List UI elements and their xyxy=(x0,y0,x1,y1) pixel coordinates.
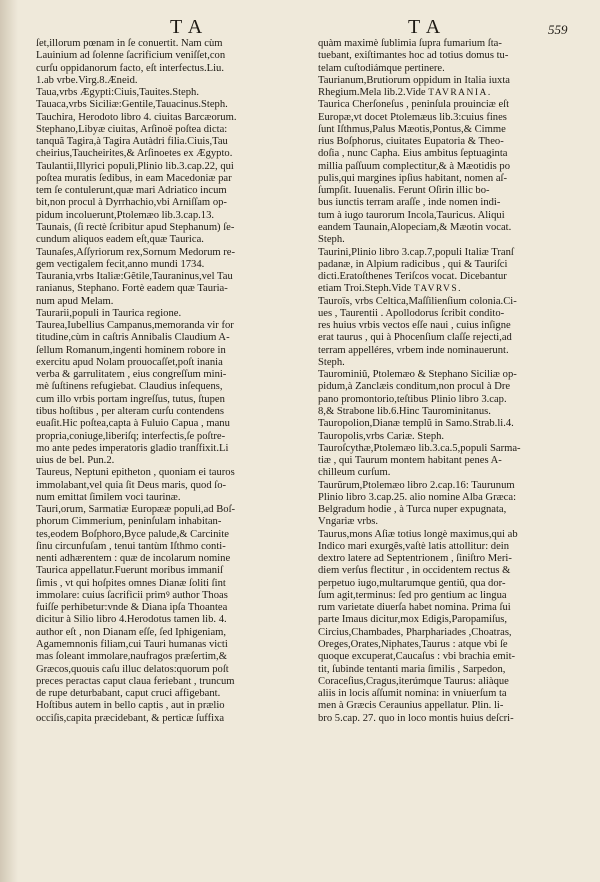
text-line: Indico mari exurgẽs,vaſtè latis attollitur: dein xyxy=(318,540,510,552)
text-line: Rhegium.Mela lib.2.Vide TAVRANIA. xyxy=(318,87,492,99)
text-line: pulis,qui margines ipſius habitant, nomen aſ- xyxy=(318,172,507,184)
text-line: Stephano,Libyæ ciuitas, Arſinoë poſtea dicta: xyxy=(36,123,228,135)
text-line: terram appelléres, vrbem inde nominauerunt. xyxy=(318,344,509,356)
text-line: tibus hoſtibus , per alteram curſu contendens xyxy=(36,405,224,417)
text-line: immolabant,vel quia ſit Deus maris, quod ſo- xyxy=(36,479,227,491)
text-line: Græcos,quouis caſu illuc delatos:quorum poſt xyxy=(36,663,229,675)
text-line: Taurũrum,Ptolemæo libro 2.cap.16: Taurunum xyxy=(318,479,515,491)
text-line: ſimis , vt qui hoſpites omnes Dianæ ſoliti ſint xyxy=(36,577,226,589)
text-line: titudine,cùm in caſtris Annibalis Claudium A- xyxy=(36,332,230,344)
text-line: nenti adhærentem : quæ de incolarum nomine xyxy=(36,553,231,565)
header-letters-right: T A xyxy=(408,16,442,38)
text-line: Agamemnonis filiam,cui Tauri humanas victi xyxy=(36,639,228,651)
text-line: uius de bel. Pun.2. xyxy=(36,455,115,467)
text-line: padanæ, in Alpium radicibus , qui & Tauriſci xyxy=(318,258,508,270)
text-line: tit, ſubinde tentanti maria ſimilis , Sarpedon, xyxy=(318,663,506,675)
text-line: etiam Troi.Steph.Vide TAVRVS. xyxy=(318,283,463,295)
text-line: chilleum curſum. xyxy=(318,467,391,479)
text-line: de rupe deturbabant, caput cruci affigebant. xyxy=(36,688,221,700)
text-line: num apud Melam. xyxy=(36,295,114,307)
text-line: ſunt Iſthmus,Palus Mæotis,Pontus,& Cimme xyxy=(318,123,506,135)
text-line: 8,& Strabone lib.6.Hinc Taurominitanus. xyxy=(318,405,491,417)
text-line: Taurianum,Brutiorum oppidum in Italia iuxta xyxy=(318,74,510,86)
page-number: 559 xyxy=(548,22,568,37)
small-caps-reference: TAVRANIA. xyxy=(428,88,492,99)
text-line: Tauri,orum, Sarmatiæ Europææ populi,ad Boſ- xyxy=(36,504,236,516)
text-line: pidum,à Zanclæis conditum,non procul à Dre xyxy=(318,381,511,393)
text-line: tes,eodem Boſphoro,Byce palude,& Carcinite xyxy=(36,528,229,540)
text-line: men à Græcis Ceraunius appellatur. Plin. li- xyxy=(318,700,504,712)
text-line: Tauroſcythæ,Ptolemæo lib.3.ca.5,populi Sarma- xyxy=(318,442,521,454)
left-column xyxy=(36,38,316,725)
text-line: millia paſſuum complectitur,& à Mæotidis po xyxy=(318,160,511,172)
text-line: propria,coniuge,liberiſq; interfectis,ſe poſtre- xyxy=(36,430,226,442)
small-caps-reference: TAVRVS. xyxy=(413,284,463,295)
text-line: cum illo vrbis portam ingreſſus, tutus, ſtupen xyxy=(36,393,225,405)
text-line: cundum aliquos eadem eſt,quæ Taurica. xyxy=(36,234,204,246)
text-line: rum varietate diuerſa habet nomina. Prima ſui xyxy=(318,602,511,614)
text-line: tanquã Tagira,à Tagira Autàdri filia.Ciuis,Tau xyxy=(36,136,228,148)
text-line: bro 5.cap. 27. quo in loco montis huius deſcri- xyxy=(318,712,514,724)
text-line: diem verſus flectitur , in occidentem rectus & xyxy=(318,565,511,577)
text-line: ſinu circunfuſam , tenui tantùm Iſthmo conti- xyxy=(36,540,226,552)
text-line: Tauchira, Herodoto libro 4. ciuitas Barcæorum. xyxy=(36,111,237,123)
gutter-shadow xyxy=(0,0,18,882)
text-line: quoque excuperat,Caucaſus : vbi brachia emit- xyxy=(318,651,516,663)
text-line: pano promontorio,teſtibus Plinio libro 3.cap. xyxy=(318,393,507,405)
text-line: ſumpſit. Iuuenalis. Ferunt Oſirin illic bo- xyxy=(318,185,490,197)
text-line: tem ſe contulerunt,quæ mari Adriatico incum xyxy=(36,185,227,197)
text-line: Steph. xyxy=(318,234,345,246)
text-line: poſtea muratis ſedibus, in eam Macedoniæ par xyxy=(36,172,232,184)
text-line: euaſit.Hic poſtea,capta à Fuluio Capua , manu xyxy=(36,418,230,430)
text-line: pidum incoluerunt,Ptolemæo lib.3.cap.13. xyxy=(36,209,215,221)
text-line: Taurica appellatur.Fuerunt moribus immaniſ xyxy=(36,565,223,577)
text-line: gem vectigalem fecit,anno mundi 1734. xyxy=(36,258,205,270)
text-line: Taunais, (ſi rectè ſcribitur apud Stephanum) ſe- xyxy=(36,221,235,233)
text-line: Taurini,Plinio libro 3.cap.7,populi Italiæ Tranſ xyxy=(318,246,514,258)
text-line: doſia , nunc Capha. Eius ambitus ſeptuaginta xyxy=(318,148,508,160)
text-line: Coraceſius,Cragus,iterúmque Taurus: aliàque xyxy=(318,675,509,687)
text-line: mas ſoleant immolare,naufragos præſertim,& xyxy=(36,651,227,663)
text-line: dicitur à Silio libro 4.Herodotus tamen lib. 4. xyxy=(36,614,227,626)
text-line: Tauropolion,Dianæ templũ in Samo.Strab.li.4. xyxy=(318,418,514,430)
text-line: erat taurus , qui à Phocenſium claſſe rejecti,ad xyxy=(318,332,512,344)
text-line: Vngariæ vrbs. xyxy=(318,516,379,528)
text-line: tiæ , qui Taurum montem habitant penes A- xyxy=(318,455,502,467)
text-line: dicti.Eratoſthenes Teriſcos vocat. Dicebantur xyxy=(318,271,507,283)
text-line: cheirius,Taucheirites,& Arſinoetes ex Ægypto. xyxy=(36,148,233,160)
text-line: Taunaſes,Aſſyriorum rex,Sornum Medorum re- xyxy=(36,246,236,258)
text-line: dextro latere ad Septentrionem , ſiniſtro Meri- xyxy=(318,553,512,565)
header-letters-left: T A xyxy=(170,16,204,38)
text-line: mè ſuſtinens refugiebat. Claudius inſequens, xyxy=(36,381,223,393)
text-line: fuiſſe perhibetur:vnde & Diana ipſa Thoantea xyxy=(36,602,228,614)
text-line: Plinio libro 3.cap.25. alio nomine Alba Græca: xyxy=(318,491,517,503)
text-line: telam cuſtodiámque pertinere. xyxy=(318,62,445,74)
text-line: exercitu apud Nolam prouocaſſet,poſt inania xyxy=(36,356,223,368)
text-line: Taua,vrbs Ægypti:Ciuis,Tauites.Steph. xyxy=(36,87,200,99)
text-line: Lauinium ad ſolenne ſacrificium veniſſet,con xyxy=(36,50,226,62)
text-line: Circius,Chambades, Pharphariades ,Choatras, xyxy=(318,626,512,638)
text-line: Taurania,vrbs Italiæ:Gẽtile,Tauraninus,vel Tau xyxy=(36,271,233,283)
text-line: bus iunctis terram araſſe , inde nomen indi- xyxy=(318,197,501,209)
text-line: rius Boſphorus, ciuitates Eupatoria & Theo- xyxy=(318,136,504,148)
text-line: Hoſtibus autem in bello captis , aut in prælio xyxy=(36,700,225,712)
text-line: Taurica Cherſoneſus , peninſula prouinciæ eſt xyxy=(318,99,510,111)
text-line: Taurominiũ, Ptolemæo & Stephano Siciliæ op- xyxy=(318,369,517,381)
text-line: eandem Taunain,Alopeciam,& Mæotin vocat. xyxy=(318,221,512,233)
text-line: Europæ,vt docet Ptolemæus lib.3:cuius fines xyxy=(318,111,507,123)
text-line: quàm maximè ſublimia ſupra fumarium ſta- xyxy=(318,38,502,49)
text-line: aliis in locis aſſumit nomina: in vniuerſum ta xyxy=(318,688,507,700)
text-line: immolare: cuius ſacrificii primꝰ author Thoas xyxy=(36,589,228,601)
text-line: mo ante pedes imperatoris gladio tranſfixit.Li xyxy=(36,442,229,454)
running-header xyxy=(0,10,600,40)
text-line: Taurus,mons Aſiæ totius longè maximus,qui ab xyxy=(318,528,518,540)
text-line: tuebant, exiſtimantes hoc ad totius domus tu- xyxy=(318,50,509,62)
text-line: num emittat ſimilem voci taurinæ. xyxy=(36,491,181,503)
text-line: Taulantii,Illyrici populi,Plinio lib.3.cap.22, qui xyxy=(36,160,234,172)
right-column xyxy=(318,38,582,725)
text-line: tum à iugo taurorum Incola,Tauricus. Aliqui xyxy=(318,209,505,221)
text-line: preces peractas caput claua feriebant , truncum xyxy=(36,675,235,687)
text-line: parte Imaus dicitur,mox Edigis,Paropamiſus, xyxy=(318,614,508,626)
text-line: 1.ab vrbe.Virg.8.Æneid. xyxy=(36,74,138,86)
text-line: phorum Cimmerium, peninſulam inhabitan- xyxy=(36,516,222,528)
text-line: Taurea,Iubellius Campanus,memoranda vir for xyxy=(36,320,234,332)
text-line: Belgradum hodie , à Turca nuper expugnata, xyxy=(318,504,507,516)
text-line: Taurarii,populi in Taurica regione. xyxy=(36,307,182,319)
text-line: perpetuo iugo,multarumque gentiũ, qua dor- xyxy=(318,577,506,589)
text-line: Taureus, Neptuni epitheton , quoniam ei tauros xyxy=(36,467,235,479)
text-line: Tauaca,vrbs Siciliæ:Gentile,Tauacinus.Steph. xyxy=(36,99,228,111)
text-line: Tauropolis,vrbs Cariæ. Steph. xyxy=(318,430,445,442)
text-line: Steph. xyxy=(318,356,345,368)
text-line: curſu oppidanorum facto, eſt interfectus.Liu. xyxy=(36,62,224,74)
text-line: author eſt , non Dianam eſſe, ſed Iphigeniam, xyxy=(36,626,227,638)
text-line: bit,non procul à Dyrrhachio,vbi Arniſſam op- xyxy=(36,197,227,209)
text-line: Oreges,Orates,Niphates,Taurus : atque vbi ſe xyxy=(318,639,508,651)
text-line: occiſis,capita præcidebant, & perticæ ſuffixa xyxy=(36,712,225,724)
text-line: Tauroïs, vrbs Celtica,Maſſilienſium colonia.Ci- xyxy=(318,295,517,307)
text-line: ſum agit,terminus: ſed pro gentium ac lingua xyxy=(318,589,507,601)
text-line: verba & garrulitatem , eius congreſſum mini- xyxy=(36,369,227,381)
text-line: ues , Taurentii . Apollodorus ſcribit condito- xyxy=(318,307,505,319)
text-line: ſellum Romanum,ingenti hominem robore in xyxy=(36,344,226,356)
text-line: ſet,illorum pœnam in ſe conuertit. Nam cùm xyxy=(36,38,223,49)
text-line: ranianus, Stephano. Fortè eadem quæ Tauria- xyxy=(36,283,228,295)
text-line: res huius vrbis vectos eſſe naui , cuius inſigne xyxy=(318,320,511,332)
